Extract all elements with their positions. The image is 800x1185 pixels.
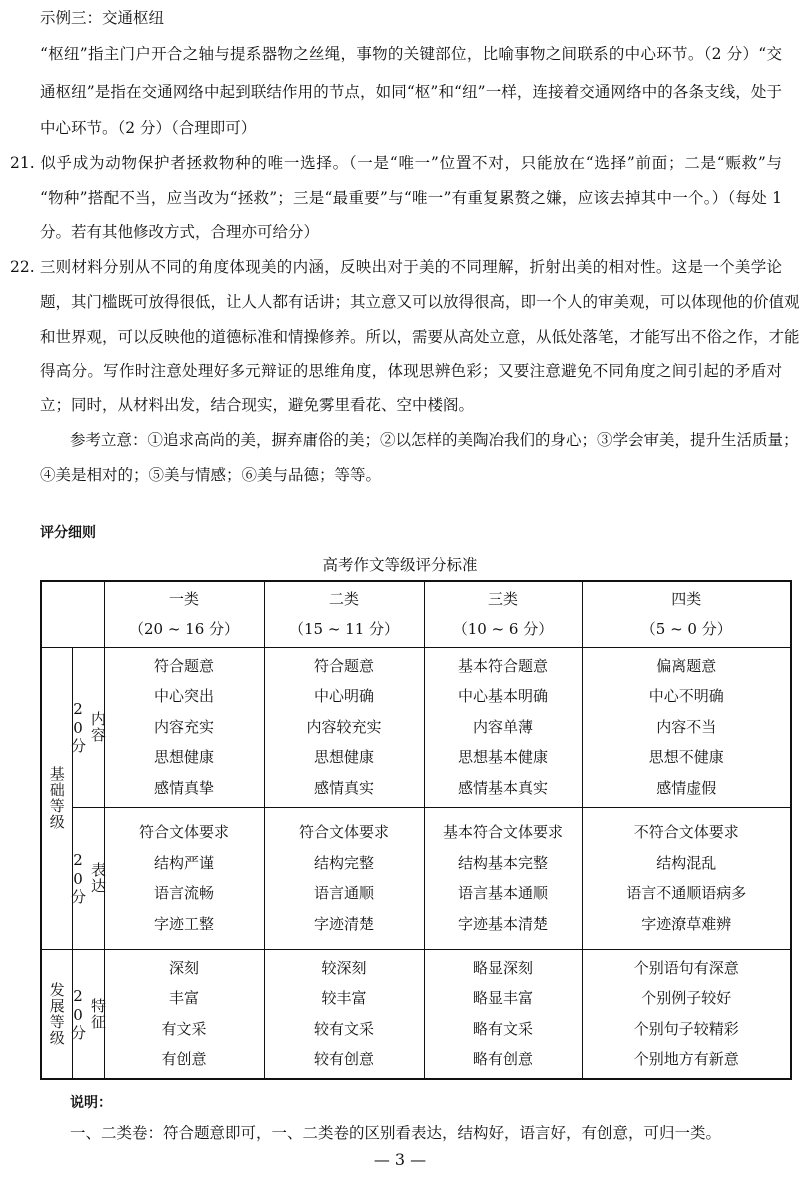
q22-reference-line: 参考立意：①追求高尚的美，摒弃庸俗的美；②以怎样的美陶冶我们的身心；③学会审美，提升生活质量； bbox=[70, 431, 799, 449]
note-heading: 说明： bbox=[70, 1095, 112, 1111]
table-row bbox=[41, 949, 791, 1079]
paragraph-line: 中心环节。（2 分）（合理即可） bbox=[40, 119, 257, 137]
table-row bbox=[41, 647, 791, 807]
q22-line: 得高分。写作时注意处理好多元辩证的思维角度，体现思辨色彩；又要注意避免不同角度之间引起的矛盾对 bbox=[40, 362, 782, 380]
q22-reference-line: ④美是相对的；⑤美与情感；⑥美与品德；等等。 bbox=[40, 466, 382, 484]
table-cell: 基本符合题意 中心基本明确 内容单薄 思想基本健康 感情基本真实 bbox=[424, 647, 582, 807]
q21-line: 分。若有其他修改方式，合理亦可给分） bbox=[40, 223, 320, 241]
table-header-row bbox=[41, 581, 791, 647]
q21-line: “物种”搭配不当，应当改为“拯救”；三是“最重要”与“唯一”有重复累赘之嫌，应该去掉其中一个。）（每处 1 bbox=[40, 189, 782, 207]
header-cell: 四类 （5 ~ 0 分） bbox=[582, 581, 791, 647]
q22-line: 立；同时，从材料出发，结合现实，避免雾里看花、空中楼阁。 bbox=[40, 396, 475, 414]
table-cell: 个别语句有深意 个别例子较好 个别句子较精彩 个别地方有新意 bbox=[582, 949, 791, 1079]
sub-label-cell: 特征 20分 bbox=[72, 949, 104, 1079]
table-cell: 略显深刻 略显丰富 略有文采 略有创意 bbox=[424, 949, 582, 1079]
q22-line: 题，其门槛既可放得很低，让人人都有话讲；其立意又可以放得很高，即一个人的审美观，可以体现他的价值观 bbox=[40, 293, 800, 311]
table-cell: 符合文体要求 结构完整 语言通顺 字迹清楚 bbox=[264, 807, 424, 949]
page-number: — 3 — bbox=[373, 1150, 427, 1169]
group-label-cell: 基础等级 bbox=[41, 647, 72, 949]
header-cell: 一类 （20 ~ 16 分） bbox=[104, 581, 264, 647]
table-cell: 基本符合文体要求 结构基本完整 语言基本通顺 字迹基本清楚 bbox=[424, 807, 582, 949]
paragraph-line: “枢纽”指主门户开合之轴与提系器物之丝绳，事物的关键部位，比喻事物之间联系的中心环节。（2 分）“交 bbox=[40, 45, 782, 63]
table-title: 高考作文等级评分标准 bbox=[322, 556, 478, 574]
sub-label-cell: 内容 20分 bbox=[72, 647, 104, 807]
paragraph-line: 通枢纽”是指在交通网络中起到联结作用的节点，如同“枢”和“纽”一样，连接着交通网络中的各条支线，处于 bbox=[40, 83, 782, 101]
table-cell: 深刻 丰富 有文采 有创意 bbox=[104, 949, 264, 1079]
sub-label-cell: 表达 20分 bbox=[72, 807, 104, 949]
table-row bbox=[41, 807, 791, 949]
table-cell: 符合题意 中心突出 内容充实 思想健康 感情真挚 bbox=[104, 647, 264, 807]
q22-line: 22. 三则材料分别从不同的角度体现美的内涵，反映出对于美的不同理解，折射出美的相对性。这是一个美学论 bbox=[10, 258, 782, 276]
group-label-cell: 发展等级 bbox=[41, 949, 72, 1079]
scoring-heading: 评分细则 bbox=[40, 525, 96, 541]
grading-table bbox=[40, 580, 792, 1080]
table-cell: 偏离题意 中心不明确 内容不当 思想不健康 感情虚假 bbox=[582, 647, 791, 807]
header-cell: 三类 （10 ~ 6 分） bbox=[424, 581, 582, 647]
example-title: 示例三：交通枢纽 bbox=[40, 9, 165, 27]
note-text: 一、二类卷：符合题意即可，一、二类卷的区别看表达，结构好，语言好，有创意，可归一类。 bbox=[70, 1124, 722, 1142]
table-cell: 符合文体要求 结构严谨 语言流畅 字迹工整 bbox=[104, 807, 264, 949]
table-cell: 较深刻 较丰富 较有文采 较有创意 bbox=[264, 949, 424, 1079]
corner-cell bbox=[41, 581, 104, 647]
table-cell: 符合题意 中心明确 内容较充实 思想健康 感情真实 bbox=[264, 647, 424, 807]
header-cell: 二类 （15 ~ 11 分） bbox=[264, 581, 424, 647]
q21-line: 21. 似乎成为动物保护者拯救物种的唯一选择。（一是“唯一”位置不对，只能放在“选择”前面；二是“赈救”与 bbox=[10, 154, 782, 172]
table-cell: 不符合文体要求 结构混乱 语言不通顺语病多 字迹潦草难辨 bbox=[582, 807, 791, 949]
q22-line: 和世界观，可以反映他的道德标准和情操修养。所以，需要从高处立意，从低处落笔，才能写出不俗之作，才能 bbox=[40, 328, 800, 346]
